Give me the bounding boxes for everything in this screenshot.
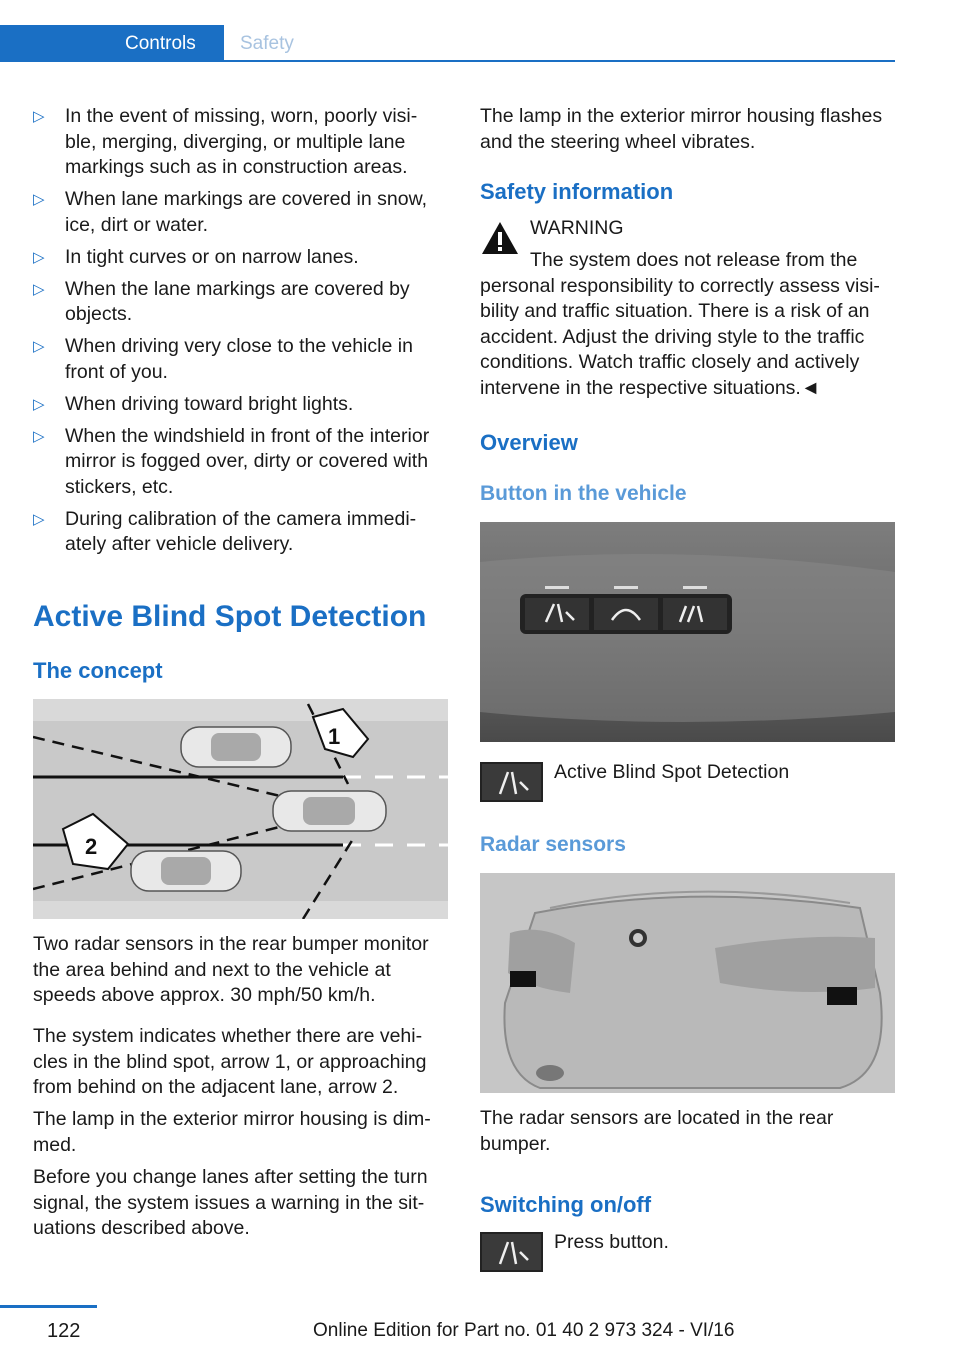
triangle-bullet-icon: ▷: [33, 191, 45, 208]
overview-heading: Overview: [480, 430, 578, 455]
edition-text: Online Edition for Part no. 01 40 2 973 324 - VI/16: [313, 1320, 735, 1341]
footer-divider: [0, 1305, 97, 1308]
page-number: 122: [47, 1320, 81, 1342]
list-item: ▷ When the lane markings are covered by objects.: [33, 277, 410, 325]
warning-label: WARNING: [530, 217, 624, 239]
section-title: Active Blind Spot Detection: [33, 600, 427, 633]
list-item: ▷ When the windshield in front of the interior mirror is fogged over, dirty or covered with stickers, etc.: [33, 424, 430, 498]
blind-spot-button-icon: [480, 1232, 543, 1272]
concept-paragraph-1: Two radar sensors in the rear bumper monitor the area behind and next to the vehicle at speeds above approx. 30 mph/50 km/h.: [33, 933, 429, 1006]
triangle-bullet-icon: ▷: [33, 280, 45, 298]
condition-list: [33, 104, 448, 564]
list-item: ▷ In tight curves or on narrow lanes.: [33, 245, 448, 271]
list-item: ▷ When driving toward bright lights.: [33, 392, 448, 418]
button-heading: Button in the vehicle: [480, 482, 687, 505]
triangle-bullet-icon: ▷: [33, 510, 45, 528]
concept-paragraph-3: The lamp in the exterior mirror housing is dim-med.: [33, 1108, 431, 1156]
concept-paragraph-2: The system indicates whether there are vehi-cles in the blind spot, arrow 1, or approaching from behind on the adjacent lane, arrow 2.: [33, 1025, 427, 1098]
car-top: [181, 727, 291, 767]
list-item: ▷ During calibration of the camera immedi-ately after vehicle delivery.: [33, 507, 417, 555]
switching-heading: Switching on/off: [480, 1192, 652, 1217]
arrow-2-label: 2: [85, 834, 98, 859]
tab-safety[interactable]: Safety: [240, 33, 294, 54]
car-middle: [273, 791, 386, 831]
blind-spot-diagram: [33, 699, 448, 919]
radar-sensor-photo: [480, 873, 895, 1093]
warning-text: The system does not release from the personal responsibility to correctly assess visi-bility and traffic situation. There is a risk of an accident. Adjust the driving style to the traffic conditions. Watch traffic closely and actively intervene in the respective situations.◄: [480, 249, 880, 399]
lamp-paragraph: The lamp in the exterior mirror housing flashes and the steering wheel vibrates.: [480, 105, 883, 153]
triangle-bullet-icon: ▷: [33, 338, 45, 355]
car-bottom: [131, 851, 241, 891]
triangle-bullet-icon: ▷: [33, 427, 45, 445]
list-item: ▷ When lane markings are covered in snow, ice, dirt or water.: [33, 188, 428, 236]
header-tabs: [0, 25, 895, 62]
header-divider: [224, 60, 895, 62]
safety-heading: Safety information: [480, 179, 674, 204]
button-caption: Active Blind Spot Detection: [554, 761, 790, 783]
triangle-bullet-icon: ▷: [33, 395, 45, 413]
blind-spot-diagram-svg: [33, 699, 448, 919]
concept-heading: The concept: [33, 658, 163, 683]
radar-heading: Radar sensors: [480, 833, 626, 856]
button-photo: [480, 522, 895, 742]
triangle-bullet-icon: ▷: [33, 108, 45, 125]
tab-controls[interactable]: Controls: [0, 25, 224, 62]
blind-spot-button-icon: [480, 762, 543, 802]
switching-text: Press button.: [554, 1231, 669, 1253]
radar-paragraph: The radar sensors are located in the rear bumper.: [480, 1107, 834, 1155]
list-item: ▷ In the event of missing, worn, poorly visi-ble, merging, diverging, or multiple lane markings such as in construction areas.: [33, 105, 418, 178]
triangle-bullet-icon: ▷: [33, 248, 45, 266]
concept-paragraph-4: Before you change lanes after setting the turn signal, the system issues a warning in the sit-uations described above.: [33, 1166, 428, 1239]
arrow-1-label: 1: [328, 724, 341, 749]
list-item: ▷ When driving very close to the vehicle in front of you.: [33, 335, 413, 383]
